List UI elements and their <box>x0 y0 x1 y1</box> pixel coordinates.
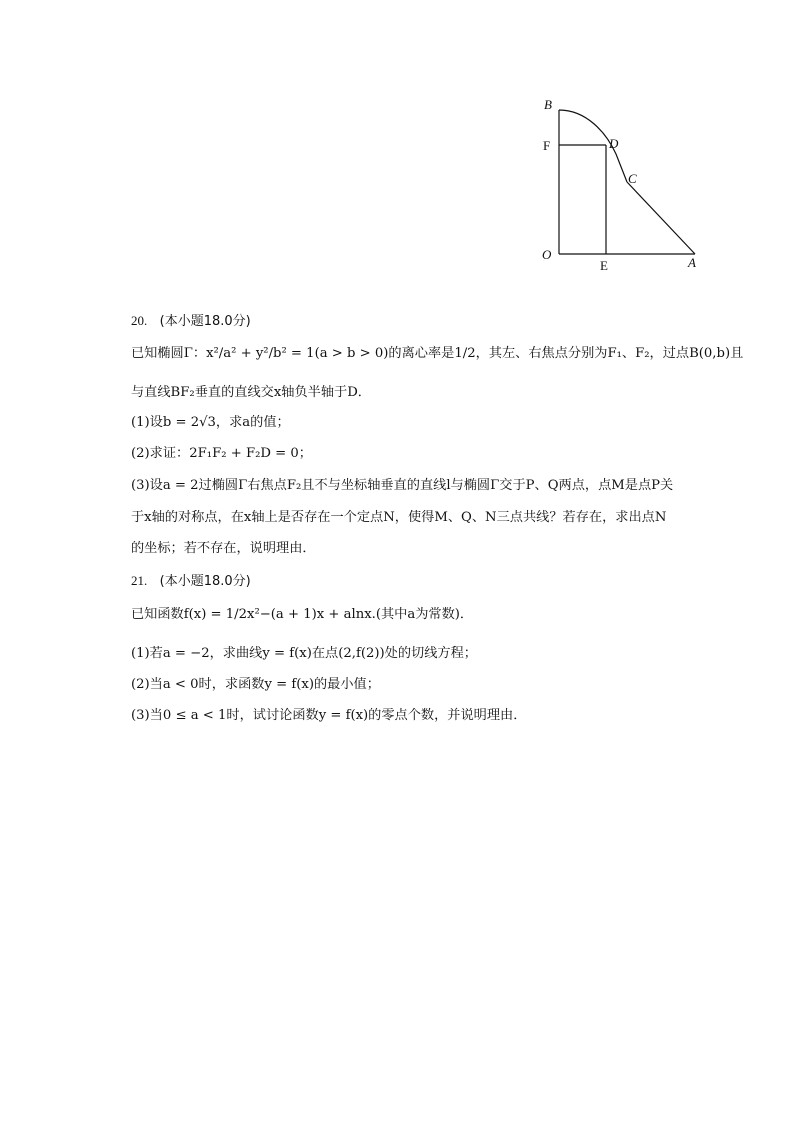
q20-score: (本小题18.0分) <box>159 314 251 329</box>
q20-header <box>131 312 251 331</box>
label-e: E <box>600 258 608 273</box>
q20-stem-2: 与直线BF₂垂直的直线交x轴负半轴于D． <box>131 385 371 400</box>
q21-part-3: (3)当0 ≤ a < 1时，试讨论函数y = f(x)的零点个数，并说明理由． <box>131 708 527 723</box>
q20-stem-1: 已知椭圆Γ：x²/a² + y²/b² = 1(a > b > 0)的离心率是1/2，其左、右焦点分别为F₁、F₂，过点B(0,b)且 <box>131 346 744 361</box>
label-d: D <box>609 136 619 151</box>
label-c: C <box>628 171 637 186</box>
figure-svg <box>536 94 706 280</box>
q21-score: (本小题18.0分) <box>159 574 251 589</box>
q20-part-3-line-3: 的坐标；若不存在，说明理由． <box>131 541 316 556</box>
q20-part-3-line-2: 于x轴的对称点，在x轴上是否存在一个定点N，使得M、Q、N三点共线？若存在，求出点N <box>131 510 667 525</box>
label-a: A <box>688 255 696 270</box>
label-f: F <box>543 138 551 153</box>
label-o: O <box>542 247 552 262</box>
q21-number: 21. <box>131 573 148 588</box>
q21-part-1: (1)若a = −2，求曲线y = f(x)在点(2,f(2))处的切线方程； <box>131 646 477 661</box>
segment-ca <box>627 182 695 254</box>
q21-stem: 已知函数f(x) = 1/2x²−(a + 1)x + alnx.(其中a为常数)． <box>131 607 474 622</box>
q21-header <box>131 572 251 591</box>
geometry-figure <box>536 94 706 280</box>
q21-part-2: (2)当a < 0时，求函数y = f(x)的最小值； <box>131 677 380 692</box>
q20-number: 20. <box>131 313 148 328</box>
label-b: B <box>544 97 552 112</box>
q20-part-2: (2)求证：2F₁F₂ + F₂D = 0； <box>131 446 312 461</box>
q20-part-3-line-1: (3)设a = 2过椭圆Γ右焦点F₂且不与坐标轴垂直的直线l与椭圆Γ交于P、Q两点，点M是点P关 <box>131 478 674 493</box>
q20-part-1: (1)设b = 2√3，求a的值； <box>131 415 290 430</box>
